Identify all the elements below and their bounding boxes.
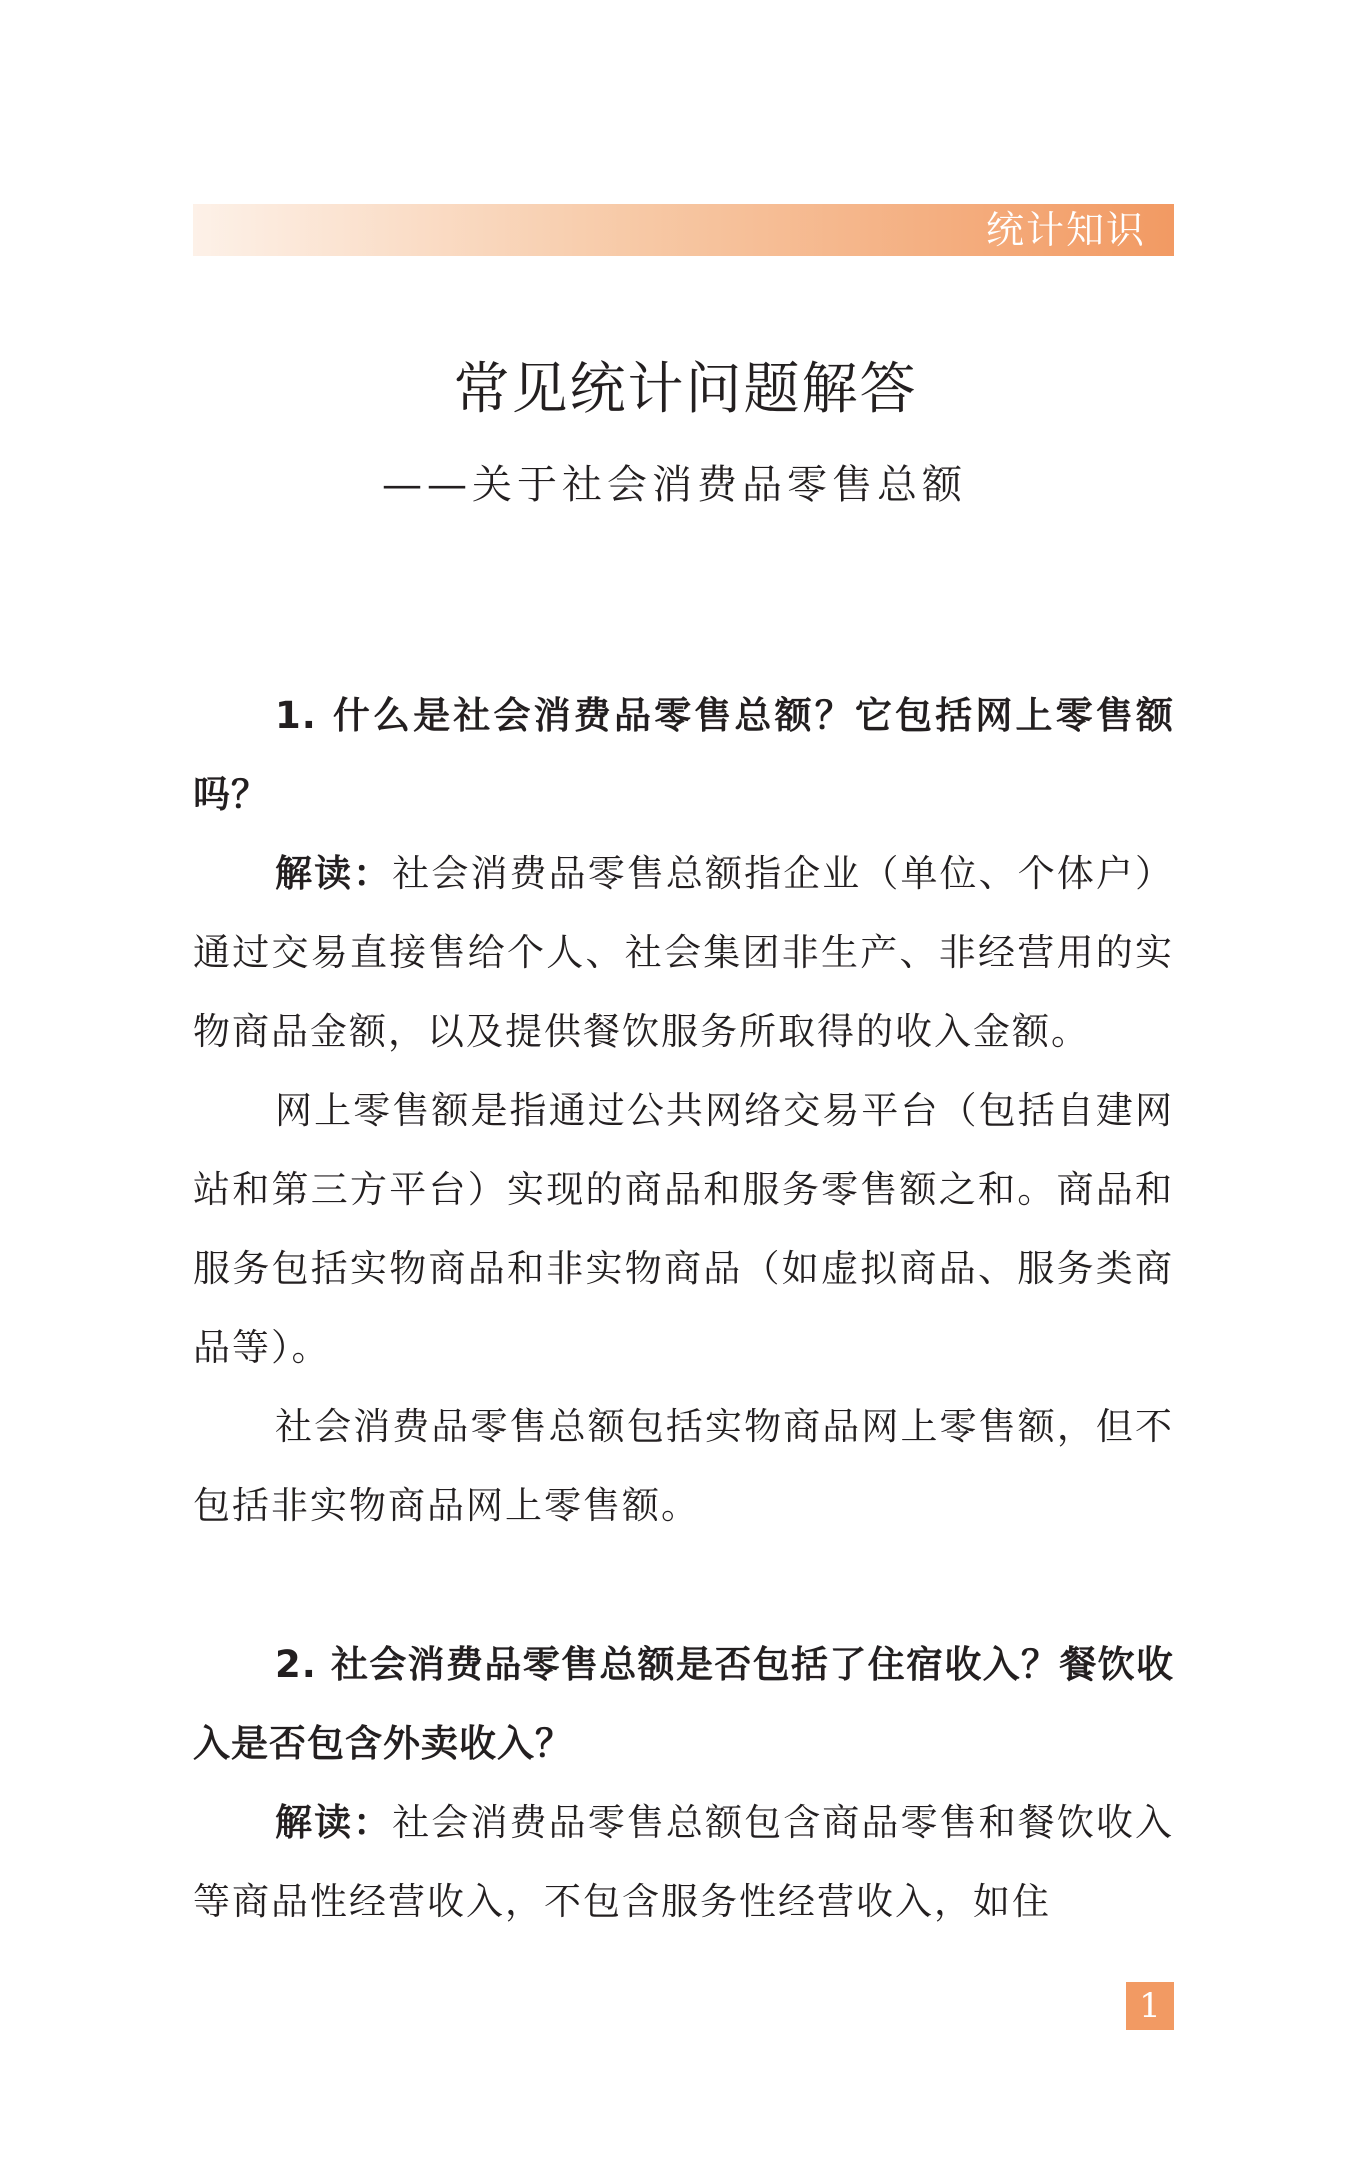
answer-label: 解读： (275, 1801, 393, 1844)
answer-1-paragraph-1 (193, 834, 1174, 1071)
section-label: 统计知识 (985, 208, 1146, 252)
answer-2-paragraph-1 (193, 1783, 1174, 1941)
page-subtitle: ——关于社会消费品零售总额 (382, 462, 967, 508)
answer-1-paragraph-2: 网上零售额是指通过公共网络交易平台（包括自建网站和第三方平台）实现的商品和服务零售额之和。商品和服务包括实物商品和非实物商品（如虚拟商品、服务类商品等）。 (193, 1089, 1174, 1369)
article-body (193, 676, 1174, 1941)
qa-block-1 (193, 676, 1174, 1545)
answer-text: 社会消费品零售总额包含商品零售和餐饮收入等商品性经营收入，不包含服务性经营收入，如住 (193, 1801, 1175, 1923)
section-header-band (193, 204, 1174, 256)
answer-text: 社会消费品零售总额指企业（单位、个体户）通过交易直接售给个人、社会集团非生产、非经营用的实物商品金额，以及提供餐饮服务所取得的收入金额。 (193, 852, 1175, 1053)
answer-1-paragraph-3: 社会消费品零售总额包括实物商品网上零售额，但不包括非实物商品网上零售额。 (193, 1405, 1174, 1527)
page-number: 1 (1126, 1982, 1174, 2030)
qa-block-2 (193, 1625, 1174, 1941)
answer-label: 解读： (275, 852, 393, 895)
question-1: 1. 什么是社会消费品零售总额？它包括网上零售额吗？ (193, 694, 1174, 816)
page-title: 常见统计问题解答 (453, 357, 918, 422)
question-2: 2. 社会消费品零售总额是否包括了住宿收入？餐饮收入是否包含外卖收入？ (193, 1643, 1174, 1765)
